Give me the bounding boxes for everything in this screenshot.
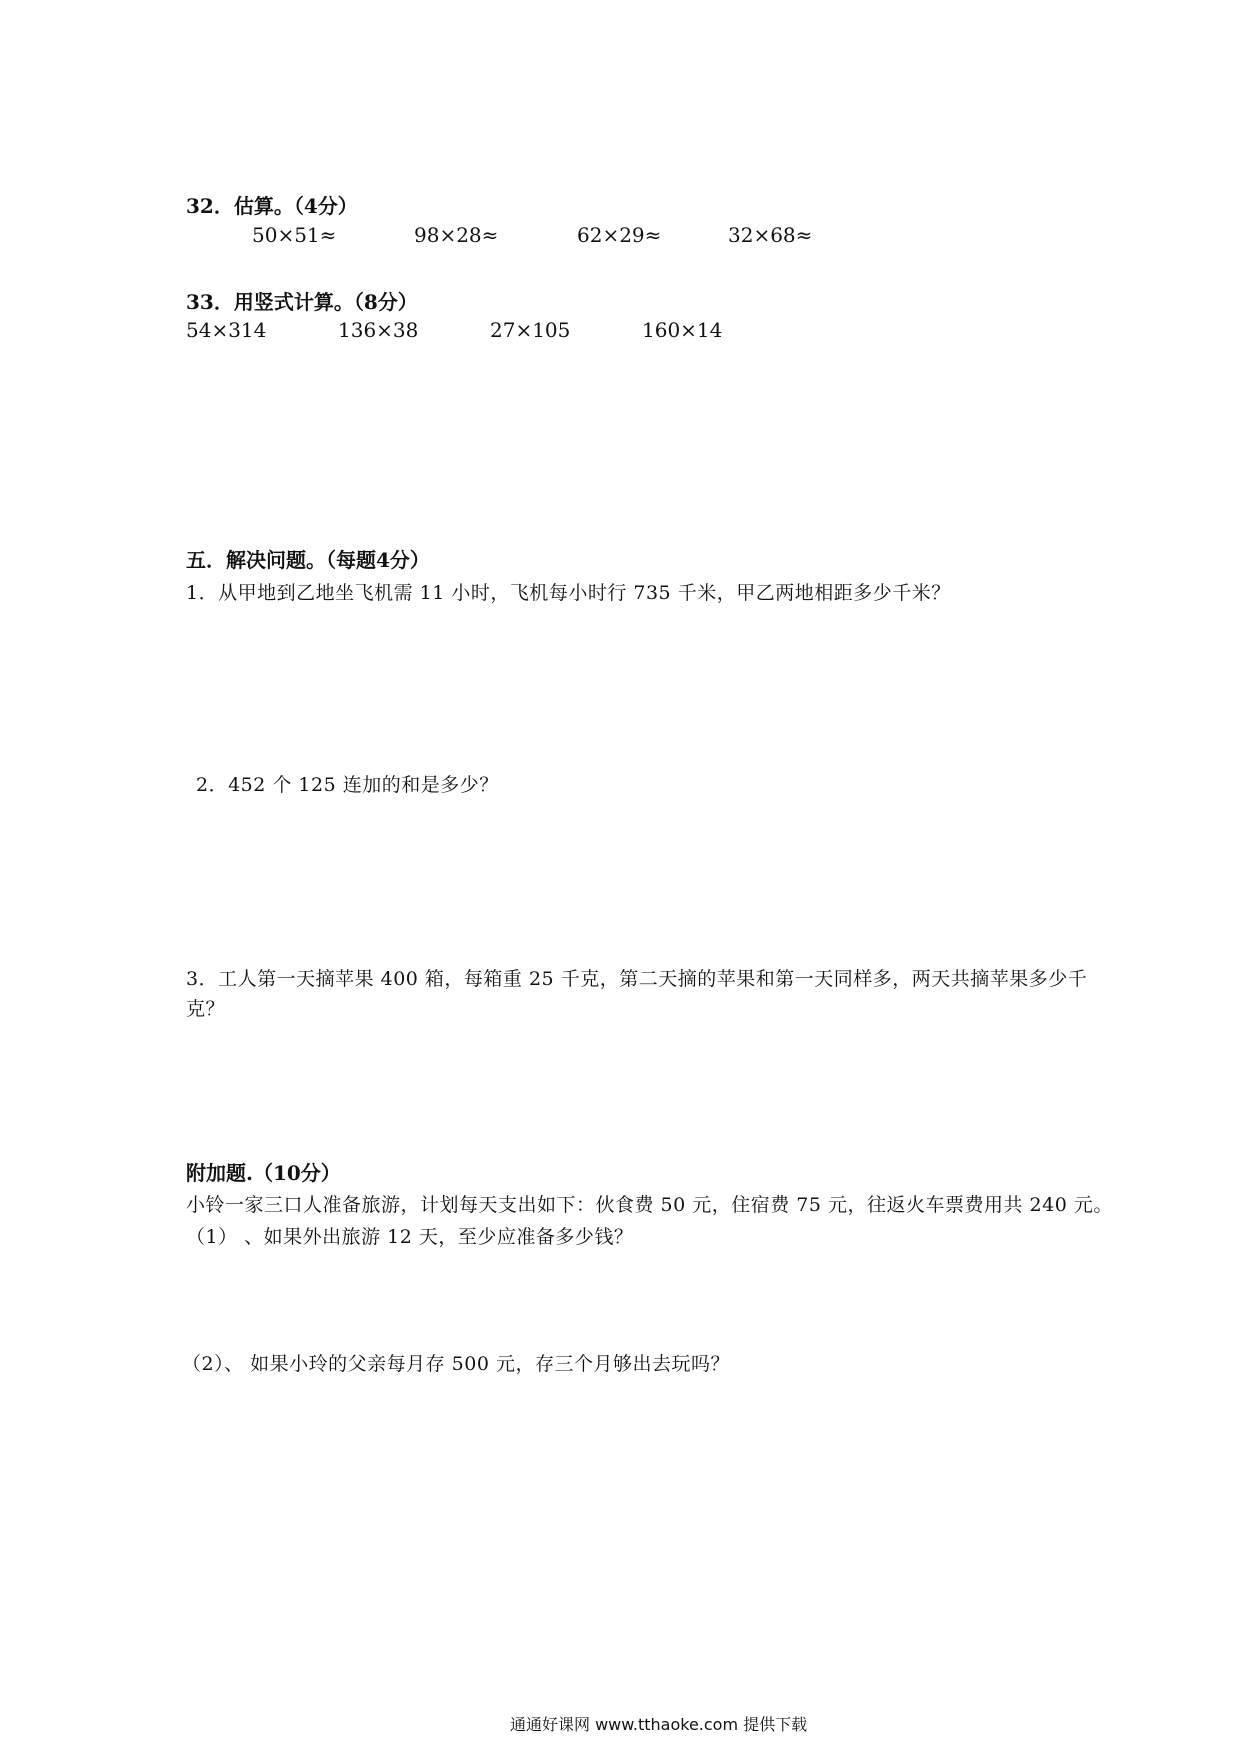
bonus-title: 附加题.（10分） [186, 1161, 341, 1185]
bonus-intro: 小铃一家三口人准备旅游，计划每天支出如下：伙食费 50 元，住宿费 75 元，往返火车票费用共 240 元。 [186, 1194, 1113, 1216]
q32-title: 32．估算。（4分） [186, 194, 358, 218]
q32-item-4: 32×68≈ [728, 223, 813, 247]
problem-3-line-1: 3．工人第一天摘苹果 400 箱，每箱重 25 千克，第二天摘的苹果和第一天同样多，两天共摘苹果多少千 [186, 968, 1088, 990]
q33-item-4: 160×14 [642, 318, 723, 342]
q33-item-2: 136×38 [338, 318, 419, 342]
section5-title: 五．解决问题。（每题4分） [186, 548, 430, 572]
bonus-question-2: （2）、 如果小玲的父亲每月存 500 元，存三个月够出去玩吗？ [182, 1353, 730, 1375]
q32-item-3: 62×29≈ [577, 223, 662, 247]
problem-2: 2．452 个 125 连加的和是多少？ [196, 774, 499, 796]
q32-item-2: 98×28≈ [414, 223, 499, 247]
problem-3-line-2: 克？ [186, 998, 226, 1020]
q33-item-1: 54×314 [186, 318, 267, 342]
bonus-question-1: （1） 、如果外出旅游 12 天，至少应准备多少钱？ [186, 1226, 634, 1248]
q33-item-3: 27×105 [490, 318, 571, 342]
footer-download-note: 通通好课网 www.tthaoke.com 提供下载 [510, 1715, 808, 1734]
q32-item-1: 50×51≈ [252, 223, 337, 247]
problem-1: 1．从甲地到乙地坐飞机需 11 小时，飞机每小时行 735 千米，甲乙两地相距多少千米？ [186, 582, 951, 604]
q33-title: 33．用竖式计算。（8分） [186, 290, 418, 314]
